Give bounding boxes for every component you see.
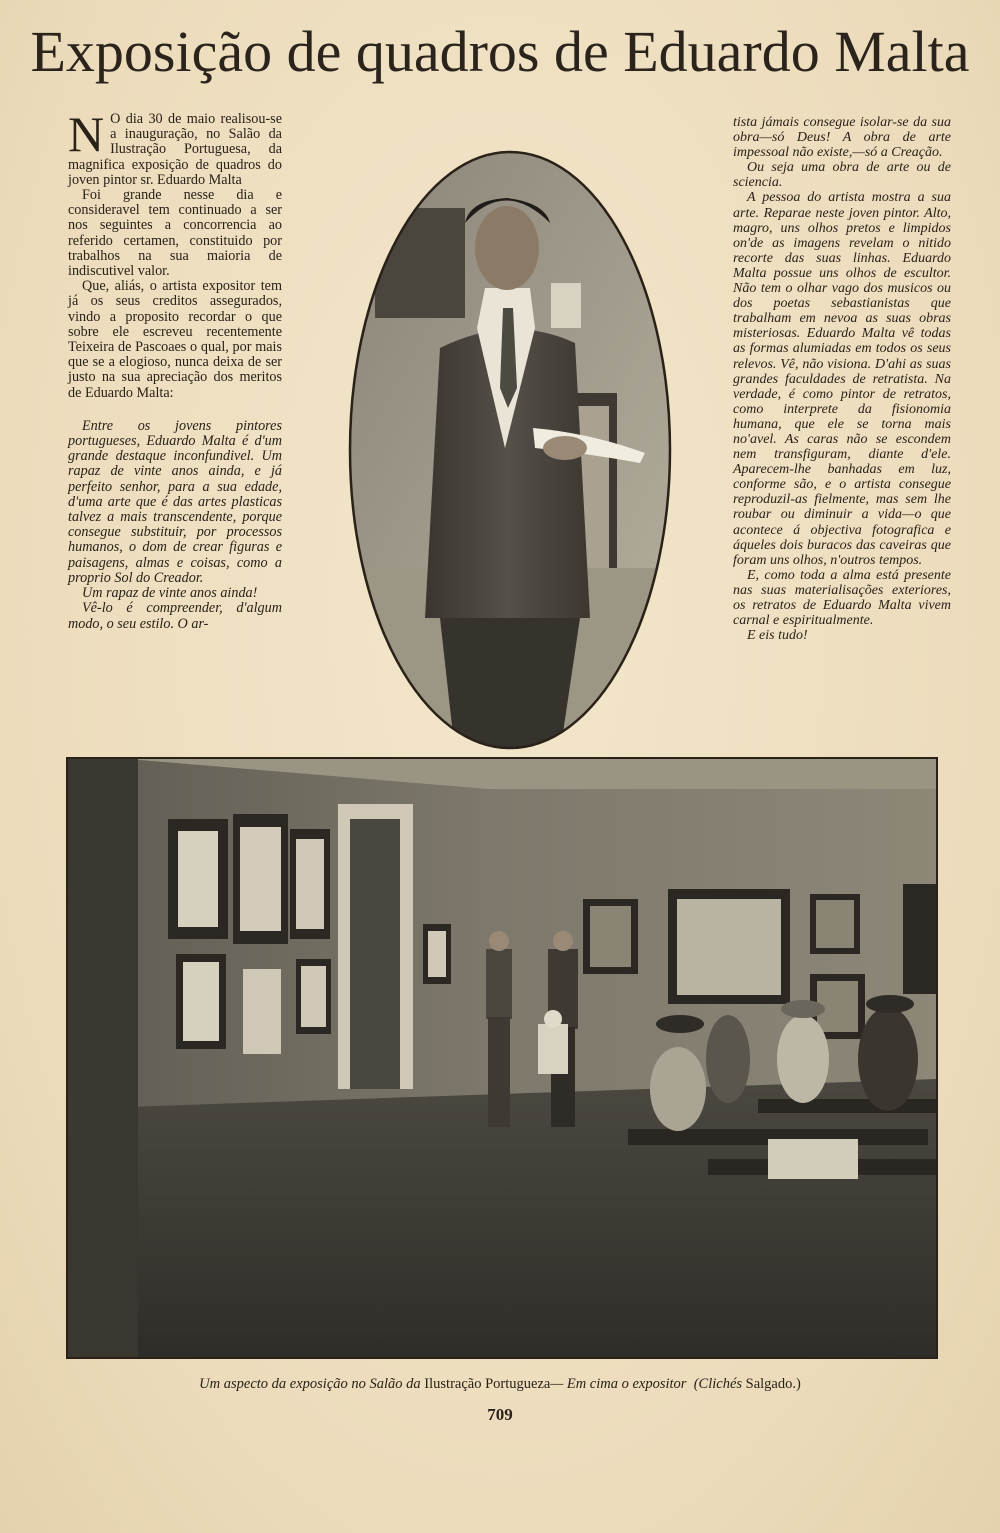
pascoaes-quote: [68, 419, 282, 632]
portrait-image: [345, 148, 675, 753]
left-column: [68, 106, 282, 632]
quote-paragraph: Entre os jovens pintores portugueses, Eduardo Malta é d'um grande destaque inconfundivel. Um rapaz de vinte anos ainda, e já perfeito senhor, para a sua edade, d'uma arte que é das artes plasticas talvez a mais transcendente, porque consegue substituir, por processos humanos, o dom de crear figuras e paisagens, almas e coisas, como a proprio Sol do Creador.: [68, 417, 282, 586]
quote-paragraph: Vê-lo é compreender, d'algum modo, o seu estilo. O ar-: [68, 600, 282, 632]
right-column: [733, 115, 951, 643]
quote-paragraph: E eis tudo!: [747, 628, 808, 644]
gallery-photo: [66, 757, 938, 1359]
quote-paragraph: Ou seja uma obra de arte ou de sciencia.: [733, 160, 951, 191]
article-title: Exposição de quadros de Eduardo Malta: [30, 19, 970, 84]
paragraph: Que, aliás, o artista expositor tem já os seus creditos assegurados, vindo a proposito recordar o que sobre ele escreveu recentemente Teixeira de Pascoaes o qual, por mais que se a elogioso, nunca deixa de ser justo na sua apreciação dos meritos de Eduardo Malta:: [68, 278, 282, 401]
portrait-photo: [345, 148, 675, 753]
page-number: 709: [487, 1405, 513, 1424]
quote-paragraph: A pessoa do artista mostra a sua arte. Reparae neste joven pintor. Alto, magro, uns olhos pretos e limpidos on'de as imagens revelam o nitido recorte das suas linhas. Eduardo Malta possue uns olhos de escultor. Não tem o olhar vago dos musicos ou dos poetas sebastianistas que trabalham em nevoa as suas obras misteriosas. Eduardo Malta vê todas as formas alumiadas em todos os seus relevos. Vê, não visiona. D'ahi as suas grandes faculdades de retratista. Na verdade, é como pintor de retratos, como interprete da fisionomia humana, que ele se torna mais no'avel. As caras não se escondem nem transfiguram, diante d'ele. Aparecem-lhe banhadas em luz, conforme são, e o artista consegue reproduzil-as fielmente, mas sem lhe roubar ou diminuir a vida—o que acontece á objectiva fotografica e áqueles dois buracos das caveiras que foram uns olhos, n'outros tempos.: [733, 190, 951, 568]
photo-caption: Um aspecto da exposição no Salão da Ilustração Portugueza— Em cima o expositor (Clichés Salgado.): [199, 1376, 801, 1392]
paragraph: Foi grande nesse dia e consideravel tem continuado a ser nos seguintes a concorrencia ao referido certamen, constituido por trabalhos na sua maioria de indiscutivel valor.: [68, 187, 282, 280]
quote-paragraph: Um rapaz de vinte anos ainda!: [82, 585, 258, 602]
quote-paragraph: E, como toda a alma está presente nas suas materialisações exteriores, os retratos de Eduardo Malta vivem carnal e espiritualmente.: [733, 567, 951, 629]
intro-paragraph: N O dia 30 de maio realisou-se a inauguração, no Salão da Ilustração Portuguesa, da magnifica exposição de quadros do joven pintor sr. Eduardo Malta: [68, 106, 282, 188]
gallery-image: [68, 759, 936, 1357]
drop-cap: N: [68, 106, 105, 162]
quote-paragraph: tista jámais consegue isolar-se da sua obra—só Deus! A obra de arte impessoal não existe,—só a Creação.: [733, 115, 951, 161]
